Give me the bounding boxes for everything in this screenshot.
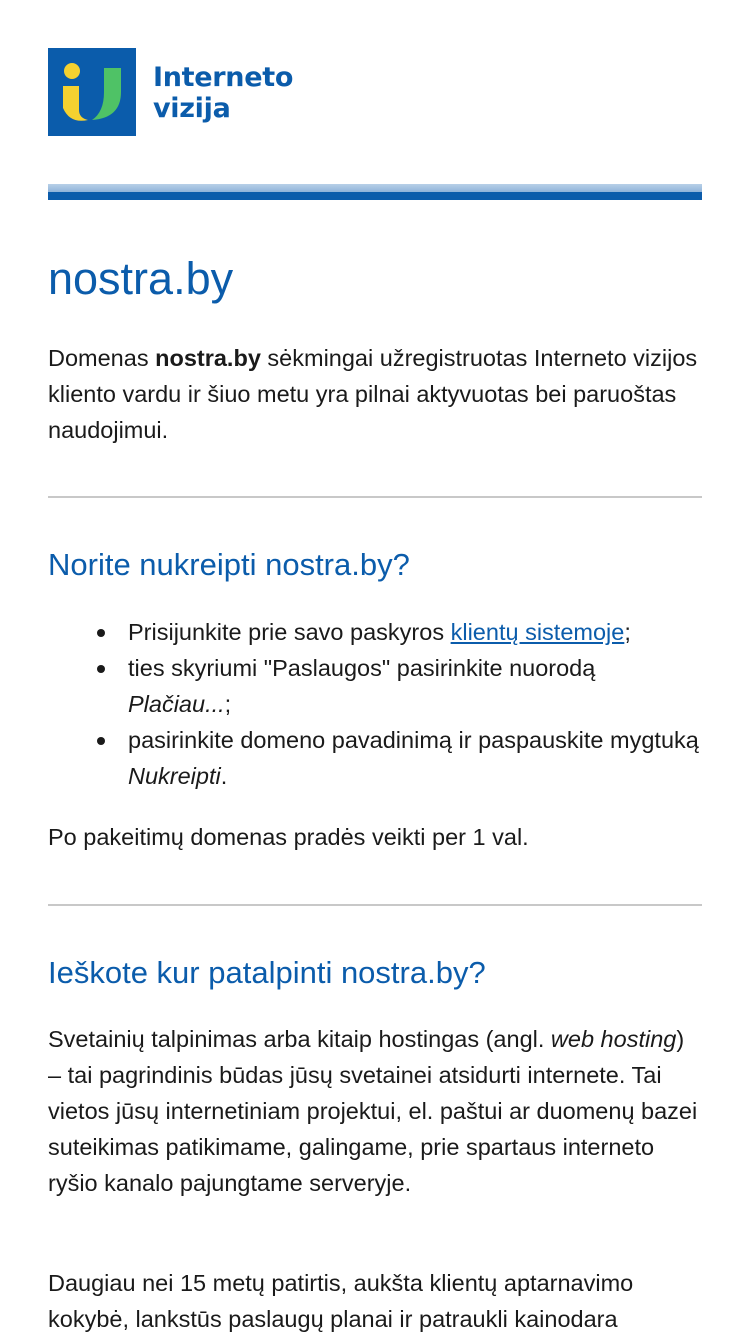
redirect-steps-list [48, 614, 702, 794]
redirect-note: Po pakeitimų domenas pradės veikti per 1 val. [48, 824, 529, 850]
logo-mark-icon [48, 48, 136, 136]
client-system-link[interactable]: klientų sistemoje [450, 619, 625, 645]
list-item: Prisijunkite prie savo paskyros klientų sistemoje; [48, 614, 702, 650]
intro-domain: nostra.by [155, 345, 261, 371]
hosting-paragraph-2: Daugiau nei 15 metų patirtis, aukšta klientų aptarnavimo kokybė, lankstūs paslaugų planai ir patraukli kainodara [48, 1270, 634, 1332]
divider [48, 496, 702, 498]
page-title: nostra.by [48, 253, 234, 304]
bullet-icon [97, 737, 105, 745]
logo-wordmark [153, 62, 293, 124]
list-item: pasirinkite domeno pavadinimą ir paspauskite mygtuką Nukreipti. [48, 722, 702, 794]
divider [48, 904, 702, 906]
bullet-icon [97, 629, 105, 637]
intro-paragraph: Domenas nostra.by sėkmingai užregistruotas Interneto vizijos kliento vardu ir šiuo metu yra pilnai aktyvuotas bei paruoštas naudojimui. [48, 345, 698, 443]
redirect-heading: Norite nukreipti nostra.by? [48, 547, 410, 582]
header-divider-bar [48, 184, 702, 200]
hosting-paragraph-1: Svetainių talpinimas arba kitaip hostingas (angl. web hosting) – tai pagrindinis būdas jūsų svetainei atsidurti internete. Tai vietos jūsų internetiniam projektui, el. paštui ar duomenų bazei suteikimas patikimame, galingame, prie spartaus interneto ryšio kanalo pajungtame serveryje. [48, 1026, 698, 1196]
list-item: ties skyriumi "Paslaugos" pasirinkite nuorodą Plačiau...; [48, 650, 702, 722]
interneto-vizija-logo[interactable] [48, 48, 308, 136]
hosting-heading: Ieškote kur patalpinti nostra.by? [48, 955, 486, 990]
logo-line-2: vizija [153, 93, 231, 124]
bullet-icon [97, 665, 105, 673]
logo-line-1: Interneto [153, 62, 294, 93]
